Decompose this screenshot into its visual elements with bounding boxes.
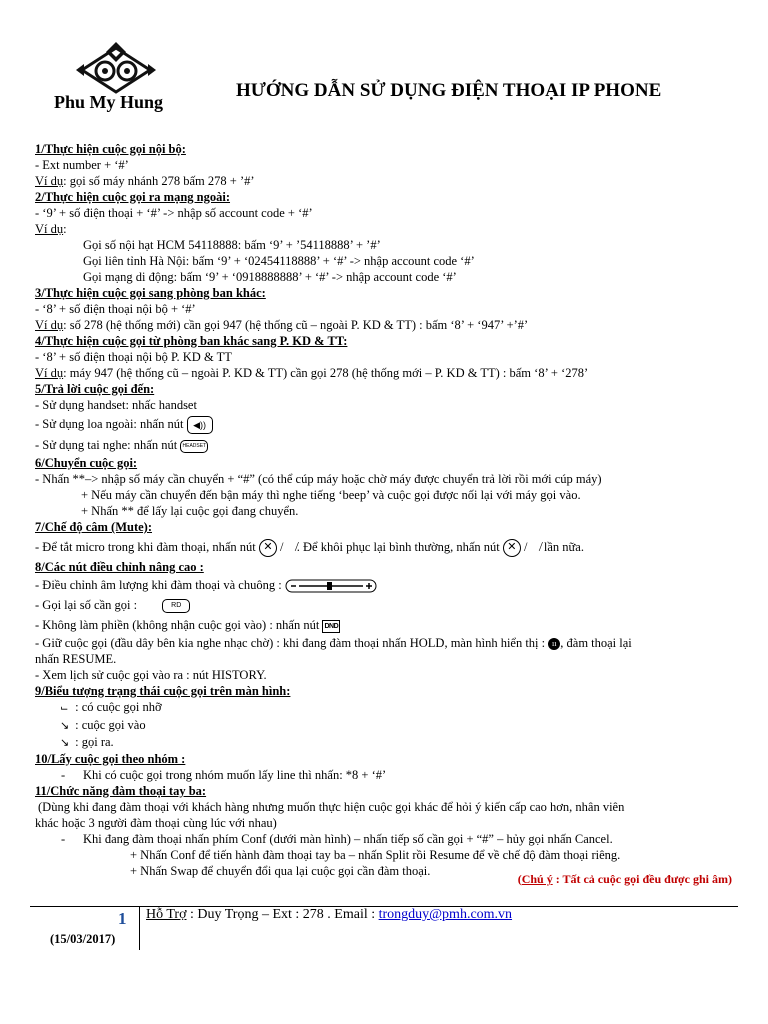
speaker-button-icon: ◀)) — [187, 416, 213, 434]
document-date: (15/03/2017) — [50, 932, 116, 946]
section-11-line-5: + Nhấn Swap để chuyển đổi qua lại cuộc gọi cần đàm thoại. — [130, 864, 431, 878]
page-title: HƯỚNG DẪN SỬ DỤNG ĐIỆN THOẠI IP PHONE — [236, 80, 662, 101]
section-4-line: - ‘8’ + số điện thoại nội bộ P. KD & TT — [35, 350, 232, 364]
hold-status-icon: ıı — [548, 638, 560, 650]
section-5-line-2 — [35, 413, 745, 435]
section-11-line-4: + Nhấn Conf để tiến hành đàm thoại tay ba – nhấn Split rồi Resume để về chế độ đàm thoại riêng. — [130, 848, 621, 862]
section-2-line: - ‘9’ + số điện thoại + ‘#’ -> nhập số account code + ‘#’ — [35, 206, 313, 220]
dnd-button-icon: DND — [322, 620, 340, 633]
section-2-example-2: Gọi liên tỉnh Hà Nội: bấm ‘9’ + ‘02454118888’ + ‘#’ -> nhập account code ‘#’ — [83, 254, 475, 268]
support-label: Hỗ Trợ — [146, 907, 187, 922]
section-7-heading: 7/Chế độ câm (Mute): — [35, 520, 152, 534]
section-5-heading: 5/Trả lời cuộc gọi đến: — [35, 382, 155, 396]
unmute-instruction: . Để khôi phục lại bình thường, nhấn nút — [296, 540, 500, 554]
support-contact — [146, 907, 512, 923]
section-1-line: - Ext number + ‘#’ — [35, 158, 129, 172]
section-3-example — [35, 317, 745, 333]
hold-instruction: - Giữ cuộc gọi (đầu dây bên kia nghe nhạc chờ) : khi đang đàm thoại nhấn HOLD, màn hình hiển thị : — [35, 636, 546, 650]
missed-call-icon: ⌙ — [60, 703, 69, 714]
example-label: Ví dụ — [35, 174, 64, 188]
example-label: Ví dụ — [35, 222, 64, 236]
mute-button-icon: ✕ — [259, 539, 277, 557]
mute-instruction: - Để tắt micro trong khi đàm thoại, nhấn nút — [35, 540, 256, 554]
bullet: - — [61, 832, 66, 846]
footer-vertical-divider — [139, 906, 140, 950]
example-colon: : — [63, 222, 67, 236]
unmute-instruction-end: lần nữa. — [543, 540, 584, 554]
section-4-heading: 4/Thực hiện cuộc gọi từ phòng ban khác sang P. KD & TT: — [35, 334, 348, 348]
section-5-line-1: - Sử dụng handset: nhấc handset — [35, 398, 197, 412]
outgoing-call-label: : gọi ra. — [75, 735, 114, 749]
section-1-example — [35, 173, 745, 189]
group-pickup-text: Khi có cuộc gọi trong nhóm muốn lấy line thì nhấn: *8 + ‘#’ — [83, 768, 387, 782]
note-text: : Tất cả cuộc gọi đều được ghi âm) — [552, 872, 732, 886]
section-6-line-1: - Nhấn **–> nhập số máy cần chuyển + “#” (có thể cúp máy hoặc chờ máy được chuyển trả lời rồi mới cúp máy) — [35, 472, 602, 486]
hold-instruction-end: , đàm thoại lại — [560, 636, 632, 650]
redial-button-icon: RD — [162, 599, 190, 613]
section-9-item-3 — [35, 734, 745, 751]
outgoing-call-icon: ↘ — [60, 737, 70, 749]
section-10-heading: 10/Lấy cuộc gọi theo nhóm : — [35, 752, 186, 766]
speaker-instruction: - Sử dụng loa ngoài: nhấn nút — [35, 417, 184, 431]
section-11-line-2: khác hoặc 3 người đàm thoại cùng lúc với nhau) — [35, 816, 277, 830]
section-6-line-3: + Nhấn ** để lấy lại cuộc gọi đang chuyển. — [81, 504, 299, 518]
example-label: Ví dụ — [35, 318, 64, 332]
section-11-line-3 — [35, 831, 745, 847]
page-number: 1 — [118, 909, 127, 928]
missed-call-label: : có cuộc gọi nhỡ — [75, 700, 162, 714]
mic-off-icon: 🎙̸ — [286, 539, 297, 554]
recording-note: (Chú ý : Tất cả cuộc gọi đều được ghi âm) — [517, 872, 732, 886]
dnd-instruction: - Không làm phiền (không nhận cuộc gọi vào) : nhấn nút — [35, 618, 320, 632]
conference-text: Khi đang đàm thoại nhấn phím Conf (dưới màn hình) – nhấn tiếp số cần gọi + “#” – hủy gọi nhấn Cancel. — [83, 832, 613, 846]
section-8-line-3 — [35, 615, 745, 635]
incoming-call-icon: ↘ — [60, 720, 70, 732]
section-8-line-2 — [35, 595, 745, 615]
mute-button-icon: ✕ — [503, 539, 521, 557]
volume-instruction: - Điều chỉnh âm lượng khi đàm thoại và chuông : — [35, 578, 282, 592]
redial-instruction: - Gọi lại số cần gọi : — [35, 598, 138, 612]
volume-slider-icon — [285, 579, 377, 593]
separator: / — [280, 540, 284, 554]
section-9-item-1 — [35, 699, 745, 717]
section-9-heading: 9/Biểu tượng trạng thái cuộc gọi trên màn hình: — [35, 684, 291, 698]
section-8-heading: 8/Các nút điều chỉnh nâng cao : — [35, 560, 204, 574]
headset-instruction: - Sử dụng tai nghe: nhấn nút — [35, 438, 178, 452]
note-label: Chú ý — [521, 872, 553, 886]
section-6-heading: 6/Chuyển cuộc gọi: — [35, 456, 138, 470]
section-8-line-5: nhấn RESUME. — [35, 652, 117, 666]
section-5-line-3 — [35, 435, 745, 455]
example-label: Ví dụ — [35, 366, 64, 380]
section-8-line-1 — [35, 575, 745, 595]
section-11-line-1: (Dùng khi đang đàm thoại với khách hàng nhưng muốn thực hiện cuộc gọi khác để hỏi ý kiến cấp cao hơn, nhân viên — [38, 800, 625, 814]
section-2-example-label — [35, 221, 745, 237]
section-2-example-1: Gọi số nội hạt HCM 54118888: bấm ‘9’ + ’54118888’ + ’#’ — [83, 238, 381, 252]
example-text: : gọi số máy nhánh 278 bấm 278 + ’#’ — [63, 174, 255, 188]
section-1-heading: 1/Thực hiện cuộc gọi nội bộ: — [35, 142, 186, 156]
section-7-line — [35, 535, 745, 559]
section-3-line: - ‘8’ + số điện thoại nội bộ + ‘#’ — [35, 302, 196, 316]
incoming-call-label: : cuộc gọi vào — [75, 718, 146, 732]
phu-my-hung-emblem-icon — [74, 40, 158, 96]
section-9-item-2 — [35, 717, 745, 734]
section-2-example-3: Gọi mạng di động: bấm ‘9’ + ‘0918888888’ + ‘#’ -> nhập account code ‘#’ — [83, 270, 457, 284]
section-10-line — [35, 767, 745, 783]
section-8-line-4 — [35, 635, 745, 651]
support-email-link[interactable]: trongduy@pmh.com.vn — [378, 907, 513, 922]
bullet: - — [61, 768, 66, 782]
company-logo — [52, 40, 182, 120]
example-text: : số 278 (hệ thống mới) cần gọi 947 (hệ thống cũ – ngoài P. KD & TT) : bấm ‘8’ + ‘947’ +’#’ — [63, 318, 529, 332]
section-11-heading: 11/Chức năng đàm thoại tay ba: — [35, 784, 207, 798]
document-body — [35, 141, 745, 879]
section-8-line-6: - Xem lịch sử cuộc gọi vào ra : nút HISTORY. — [35, 668, 267, 682]
headset-button-icon: HEADSET — [180, 440, 208, 453]
example-text: : máy 947 (hệ thống cũ – ngoài P. KD & TT) cần gọi 278 (hệ thống mới – P. KD & TT) : bấm ‘8’ + ‘278’ — [63, 366, 589, 380]
support-text: : Duy Trọng – Ext : 278 . Email : — [189, 907, 376, 922]
section-6-line-2: + Nếu máy cần chuyển đến bận máy thì nghe tiếng ‘beep’ và cuộc gọi được nối lại với máy gọi vào. — [81, 488, 581, 502]
section-4-example — [35, 365, 745, 381]
section-3-heading: 3/Thực hiện cuộc gọi sang phòng ban khác: — [35, 286, 266, 300]
logo-text: Phu My Hung — [54, 92, 164, 112]
mic-off-icon: 🎙̸ — [530, 539, 541, 554]
separator: / — [523, 540, 528, 554]
section-2-heading: 2/Thực hiện cuộc gọi ra mạng ngoài: — [35, 190, 231, 204]
